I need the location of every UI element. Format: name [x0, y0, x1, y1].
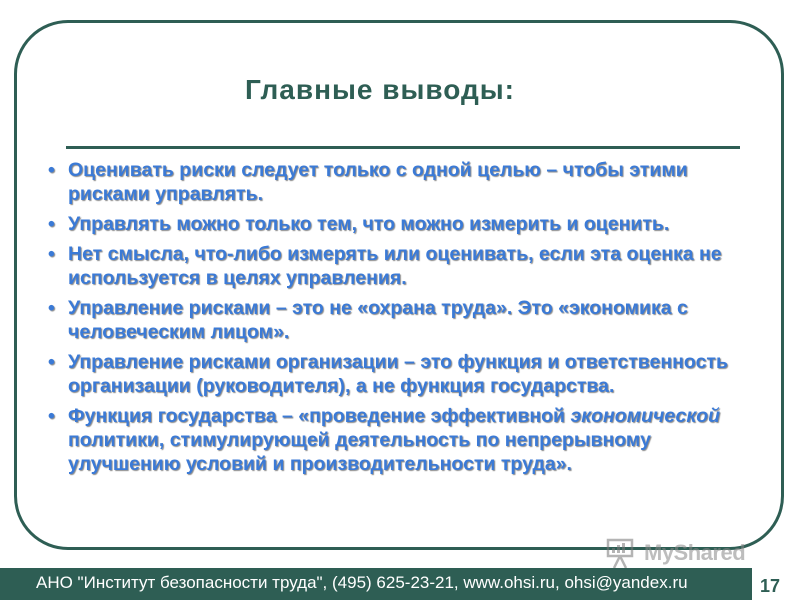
bullet-list — [48, 158, 768, 482]
bullet-text: Оценивать риски следует только с одной целью – чтобы этими рисками управлять. — [68, 159, 688, 205]
footer-bar — [0, 568, 752, 600]
watermark — [604, 536, 764, 570]
bullet-text: Управлять можно только тем, что можно измерить и оценить. — [68, 213, 670, 235]
bullet-text: Управление рисками организации – это функция и ответственность организации (руководителя), а не функция государства. — [68, 351, 728, 397]
bullet-text-italic: экономической — [570, 405, 721, 427]
bullet-text-start: Функция государства – «проведение эффективной — [68, 405, 571, 427]
bullet-item — [48, 296, 768, 344]
slide-title: Главные выводы: — [245, 74, 515, 105]
bullet-item — [48, 212, 768, 236]
page-number: 17 — [760, 576, 781, 596]
bullet-item — [48, 404, 768, 476]
title-divider — [66, 146, 740, 149]
bullet-item — [48, 158, 768, 206]
presentation-board-icon — [604, 536, 640, 570]
bullet-text: Нет смысла, что-либо измерять или оценивать, если эта оценка не используется в целях управления. — [68, 243, 722, 289]
bullet-text: Управление рисками – это не «охрана труда». Это «экономика с человеческим лицом». — [68, 297, 688, 343]
footer-text: АНО "Институт безопасности труда", (495) 625-23-21, www.ohsi.ru, ohsi@yandex.ru — [36, 573, 688, 592]
bullet-item — [48, 242, 768, 290]
watermark-text: MyShared — [644, 540, 746, 565]
bullet-text-end: политики, стимулирующей деятельность по непрерывному улучшению условий и производительности труда». — [68, 429, 651, 475]
bullet-item — [48, 350, 768, 398]
